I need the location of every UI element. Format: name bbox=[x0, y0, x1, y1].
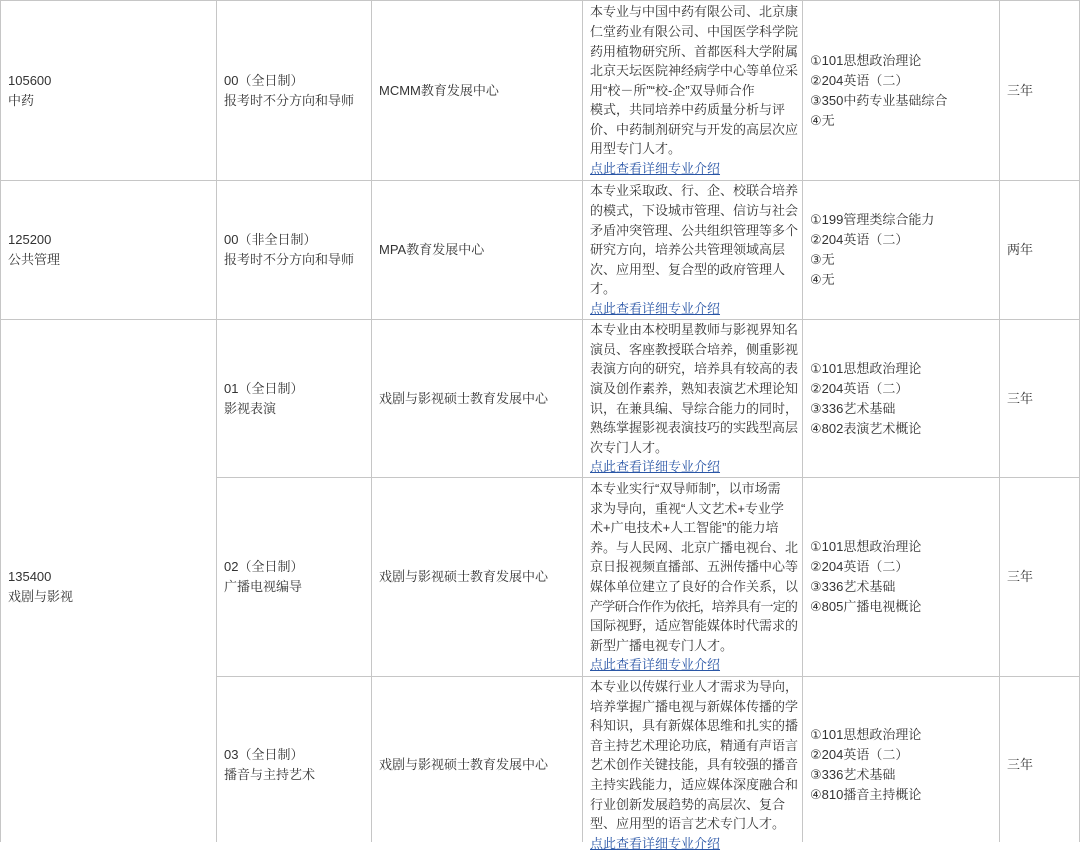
intro-line: 的模式，下设城市管理、信访与社会 bbox=[590, 203, 799, 219]
direction-cell bbox=[217, 320, 372, 478]
intro-line: 才。 bbox=[590, 281, 617, 297]
department: MPA教育发展中心 bbox=[379, 242, 485, 257]
exam-subjects-cell bbox=[803, 1, 1000, 181]
exam-subjects-cell bbox=[803, 478, 1000, 677]
exam-subjects-cell bbox=[803, 181, 1000, 320]
exam-subject: ④802表演艺术概论 bbox=[810, 420, 922, 436]
direction-cell bbox=[217, 677, 372, 842]
intro-line: 表演方向的研究，培养具有较高的表 bbox=[590, 361, 799, 377]
direction-cell bbox=[217, 181, 372, 320]
duration: 三年 bbox=[1007, 82, 1034, 98]
exam-subject: ①101思想政治理论 bbox=[810, 539, 922, 554]
major-code: 105600 bbox=[8, 72, 52, 88]
intro-line: 媒体单位建立了良好的合作关系，以 bbox=[590, 579, 799, 594]
duration-cell bbox=[1000, 320, 1080, 478]
duration-cell bbox=[1000, 181, 1080, 320]
exam-subject: ②204英语（二） bbox=[810, 380, 909, 396]
department-cell bbox=[372, 1, 583, 181]
intro-line: 北京天坛医院神经病学中心等单位采 bbox=[590, 63, 799, 79]
major-cell bbox=[1, 181, 217, 320]
intro-line: 主持实践能力，适应媒体深度融合和 bbox=[590, 776, 799, 792]
major-code: 125200 bbox=[8, 232, 52, 247]
department: MCMM教育发展中心 bbox=[379, 82, 499, 98]
intro-line: 本专业以传媒行业人才需求为导向， bbox=[590, 679, 799, 694]
intro-line: 熟练掌握影视表演技巧的实践型高层 bbox=[590, 420, 799, 436]
intro-line: 科知识，具有新媒体思维和扎实的播 bbox=[590, 718, 799, 734]
detail-link-line bbox=[590, 159, 798, 179]
department-cell bbox=[372, 677, 583, 842]
intro-line: 本专业采取政、行、企、校联合培养 bbox=[590, 183, 799, 199]
exam-subject: ②204英语（二） bbox=[810, 559, 909, 574]
exam-subject: ②204英语（二） bbox=[810, 232, 909, 247]
intro-line: 演员、客座教授联合培养，侧重影视 bbox=[590, 341, 799, 357]
detail-link-line bbox=[590, 655, 798, 675]
intro-line: 术+广电技术+人工智能”的能力培 bbox=[590, 520, 779, 536]
duration: 三年 bbox=[1007, 569, 1034, 584]
direction-name: 报考时不分方向和导师 bbox=[224, 252, 355, 267]
intro-line: 用“校－所”“校-企”双导师合作 bbox=[590, 82, 755, 98]
exam-subject: ①101思想政治理论 bbox=[810, 727, 922, 742]
intro-line: 研究方向，培养公共管理领域高层 bbox=[590, 242, 786, 258]
exam-subject: ②204英语（二） bbox=[810, 747, 909, 762]
intro-line: 求为导向，重视“人文艺术+专业学 bbox=[590, 500, 784, 516]
exam-subject: ③336艺术基础 bbox=[810, 400, 896, 416]
detail-link[interactable]: 点此查看详细专业介绍 bbox=[590, 161, 721, 177]
intro-line: 识，在兼具编、导综合能力的同时， bbox=[590, 400, 799, 416]
intro-line: 艺术创作关键技能，具有较强的播音 bbox=[590, 757, 799, 773]
intro-line: 模式，共同培养中药质量分析与评 bbox=[590, 102, 786, 118]
detail-link[interactable]: 点此查看详细专业介绍 bbox=[590, 300, 721, 316]
intro-line: 本专业与中国中药有限公司、北京康 bbox=[590, 4, 799, 20]
detail-link-line bbox=[590, 457, 798, 477]
direction-code: 01（全日制） bbox=[224, 380, 304, 396]
intro-line: 养。与人民网、北京广播电视台、北 bbox=[590, 539, 799, 555]
exam-subject: ④无 bbox=[810, 272, 835, 287]
major-name: 公共管理 bbox=[8, 252, 61, 267]
intro-line: 次专门人才。 bbox=[590, 439, 669, 455]
exam-subject: ③336艺术基础 bbox=[810, 579, 896, 594]
introduction-cell bbox=[583, 1, 803, 181]
exam-subject: ③350中药专业基础综合 bbox=[810, 92, 948, 108]
major-cell bbox=[1, 1, 217, 181]
direction-name: 报考时不分方向和导师 bbox=[224, 92, 355, 108]
intro-line: 行业创新发展趋势的高层次、复合 bbox=[590, 796, 786, 812]
exam-subject: ③336艺术基础 bbox=[810, 767, 896, 782]
detail-link-line bbox=[590, 299, 798, 319]
duration: 三年 bbox=[1007, 390, 1034, 406]
exam-subjects-cell bbox=[803, 320, 1000, 478]
intro-line: 国际视野，适应智能媒体时代需求的 bbox=[590, 618, 799, 634]
intro-line: 演及创作素养，熟知表演艺术理论知 bbox=[590, 380, 799, 396]
intro-line: 培养掌握广播电视与新媒体传播的学 bbox=[590, 698, 799, 714]
department: 戏剧与影视硕士教育发展中心 bbox=[379, 390, 549, 406]
intro-line: 价、中药制剂研究与开发的高层次应 bbox=[590, 121, 799, 137]
direction-code: 03（全日制） bbox=[224, 747, 304, 762]
intro-line: 仁堂药业有限公司、中国医学科学院 bbox=[590, 23, 799, 39]
exam-subject: ①101思想政治理论 bbox=[810, 52, 922, 68]
intro-line: 京日报视频直播部、五洲传播中心等 bbox=[590, 559, 799, 575]
direction-cell bbox=[217, 1, 372, 181]
department-cell bbox=[372, 320, 583, 478]
exam-subject: ④805广播电视概论 bbox=[810, 599, 922, 614]
intro-line: 次、应用型、复合型的政府管理人 bbox=[590, 261, 786, 277]
exam-subject: ②204英语（二） bbox=[810, 72, 909, 88]
duration-cell bbox=[1000, 1, 1080, 181]
direction-name: 广播电视编导 bbox=[224, 579, 303, 594]
major-name: 中药 bbox=[8, 92, 35, 108]
intro-line: 新型广播电视专门人才。 bbox=[590, 637, 734, 653]
intro-line: 本专业实行“双导师制”，以市场需 bbox=[590, 481, 781, 497]
introduction-cell bbox=[583, 320, 803, 478]
intro-line: 药用植物研究所、首都医科大学附属 bbox=[590, 43, 799, 59]
detail-link-line bbox=[590, 834, 798, 851]
direction-code: 00（全日制） bbox=[224, 72, 304, 88]
intro-line: 用型专门人才。 bbox=[590, 141, 682, 157]
exam-subject: ④810播音主持概论 bbox=[810, 787, 922, 802]
direction-name: 播音与主持艺术 bbox=[224, 767, 316, 782]
department-cell bbox=[372, 478, 583, 677]
duration: 两年 bbox=[1007, 242, 1034, 257]
major-name: 戏剧与影视 bbox=[8, 588, 74, 604]
introduction-cell bbox=[583, 478, 803, 677]
exam-subject: ①199管理类综合能力 bbox=[810, 212, 935, 227]
direction-name: 影视表演 bbox=[224, 400, 277, 416]
intro-line: 本专业由本校明星教师与影视界知名 bbox=[590, 322, 799, 338]
introduction-cell bbox=[583, 677, 803, 851]
direction-code: 02（全日制） bbox=[224, 559, 304, 574]
department: 戏剧与影视硕士教育发展中心 bbox=[379, 569, 549, 584]
detail-link[interactable]: 点此查看详细专业介绍 bbox=[590, 835, 721, 851]
exam-subjects-cell bbox=[803, 677, 1000, 842]
intro-line: 矛盾冲突管理、公共组织管理等多个 bbox=[590, 222, 799, 238]
detail-link[interactable]: 点此查看详细专业介绍 bbox=[590, 657, 721, 673]
direction-cell bbox=[217, 478, 372, 677]
intro-line: 型、应用型的语言艺术专门人才。 bbox=[590, 816, 786, 832]
major-cell bbox=[1, 320, 217, 842]
duration: 三年 bbox=[1007, 757, 1034, 772]
introduction-cell bbox=[583, 181, 803, 320]
duration-cell bbox=[1000, 677, 1080, 842]
major-code: 135400 bbox=[8, 568, 52, 584]
department-cell bbox=[372, 181, 583, 320]
intro-line: 音主持艺术理论功底，精通有声语言 bbox=[590, 737, 799, 753]
intro-line: 产学研合作作为依托，培养具有一定的 bbox=[590, 598, 798, 614]
department: 戏剧与影视硕士教育发展中心 bbox=[379, 757, 549, 772]
exam-subject: ③无 bbox=[810, 252, 835, 267]
direction-code: 00（非全日制） bbox=[224, 232, 317, 247]
detail-link[interactable]: 点此查看详细专业介绍 bbox=[590, 459, 721, 475]
duration-cell bbox=[1000, 478, 1080, 677]
exam-subject: ①101思想政治理论 bbox=[810, 360, 922, 376]
exam-subject: ④无 bbox=[810, 112, 835, 128]
